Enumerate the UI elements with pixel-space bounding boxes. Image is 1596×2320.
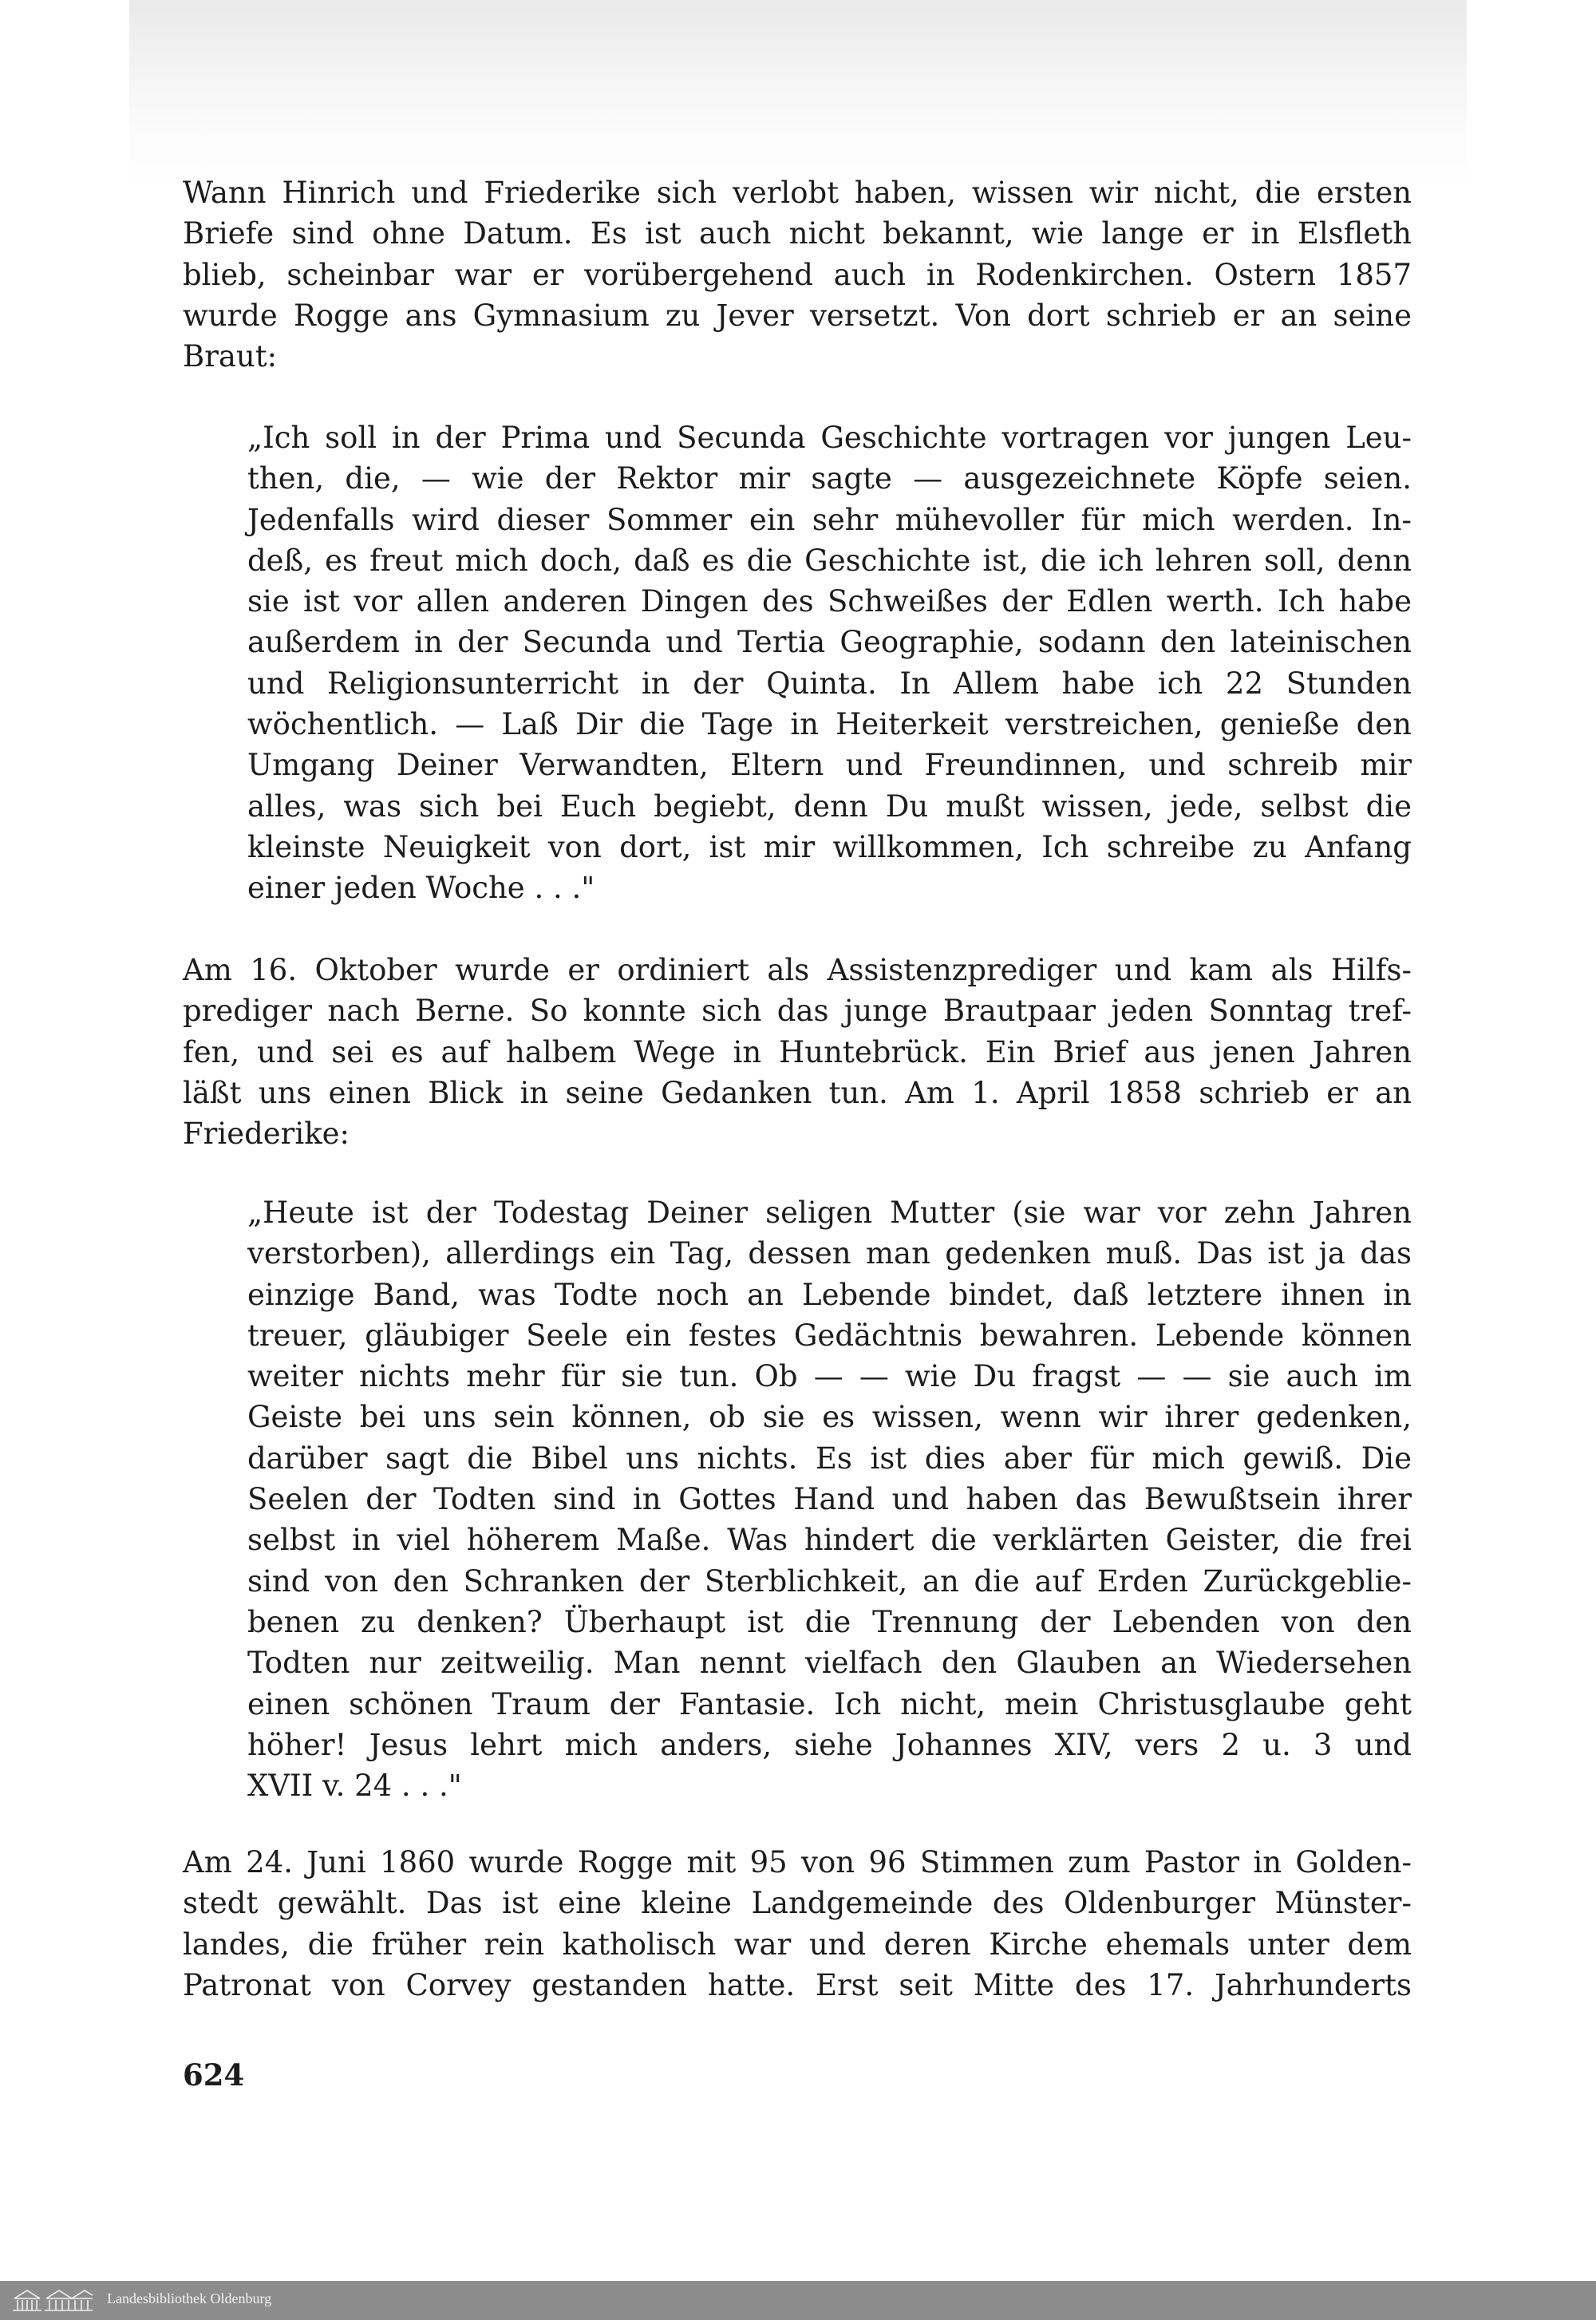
text-line: Todten nur zeitweilig. Man nennt vielfach den Glauben an Wiedersehen xyxy=(247,1646,1412,1681)
text-line: sie ist vor allen anderen Dingen des Schweißes der Edlen werth. Ich habe xyxy=(247,584,1412,619)
library-building-icon xyxy=(11,2287,94,2314)
text-line: treuer, gläubiger Seele ein festes Gedächtnis bewahren. Lebende können xyxy=(247,1318,1412,1353)
text-line: außerdem in der Secunda und Tertia Geographie, sodann den lateinischen xyxy=(247,625,1412,660)
paragraph-1 xyxy=(183,172,1412,377)
text-line: benen zu denken? Überhaupt ist die Trennung der Lebenden von den xyxy=(247,1604,1412,1639)
text-line: alles, was sich bei Euch begiebt, denn Du mußt wissen, jede, selbst die xyxy=(247,788,1412,824)
text-line: Braut: xyxy=(183,339,278,374)
text-line: kleinste Neuigkeit von dort, ist mir willkommen, Ich schreibe zu Anfang xyxy=(247,829,1412,864)
text-line: und Religionsunterricht in der Quinta. In Allem habe ich 22 Stunden xyxy=(247,666,1412,701)
text-line: einer jeden Woche . . ." xyxy=(247,871,595,906)
text-line: Am 24. Juni 1860 wurde Rogge mit 95 von 96 Stimmen zum Pastor in Golden- xyxy=(183,1845,1412,1879)
text-line: Am 16. Oktober wurde er ordiniert als Assistenzprediger und kam als Hilfs- xyxy=(183,953,1412,987)
text-line: Patronat von Corvey gestanden hatte. Erst seit Mitte des 17. Jahrhunderts xyxy=(183,1967,1412,2002)
text-line: XVII v. 24 . . ." xyxy=(247,1769,462,1804)
text-line: Jedenfalls wird dieser Sommer ein sehr mühevoller für mich werden. In- xyxy=(247,502,1412,537)
text-line: darüber sagt die Bibel uns nichts. Es ist dies aber für mich gewiß. Die xyxy=(247,1441,1412,1476)
text-line: einen schönen Traum der Fantasie. Ich nicht, mein Christusglaube geht xyxy=(247,1686,1412,1721)
text-line: selbst in viel höherem Maße. Was hindert die verklärten Geister, die frei xyxy=(247,1523,1412,1558)
library-name: Landesbibliothek Oldenburg xyxy=(107,2290,272,2306)
text-line: blieb, scheinbar war er vorübergehend auch in Rodenkirchen. Ostern 1857 xyxy=(183,257,1412,292)
text-line: prediger nach Berne. So konnte sich das junge Brautpaar jeden Sonntag tref- xyxy=(183,994,1412,1029)
text-line: „Heute ist der Todestag Deiner seligen Mutter (sie war vor zehn Jahren xyxy=(247,1196,1412,1230)
scan-margin xyxy=(0,0,129,2281)
text-line: einzige Band, was Todte noch an Lebende bindet, daß letztere ihnen in xyxy=(247,1277,1412,1312)
text-line: weiter nichts mehr für sie tun. Ob — — wie Du fragst — — sie auch im xyxy=(247,1359,1412,1394)
text-line: stedt gewählt. Das ist eine kleine Landgemeinde des Oldenburger Münster- xyxy=(183,1886,1412,1921)
text-line: Wann Hinrich und Friederike sich verlobt haben, wissen wir nicht, die ersten xyxy=(183,176,1412,210)
text-line: wöchentlich. — Laß Dir die Tage in Heiterkeit verstreichen, genieße den xyxy=(247,707,1412,742)
text-line: verstorben), allerdings ein Tag, dessen man gedenken muß. Das ist ja das xyxy=(247,1236,1412,1271)
library-footer-bar xyxy=(0,2281,1596,2320)
text-line: läßt uns einen Blick in seine Gedanken tun. Am 1. April 1858 schrieb er an xyxy=(183,1075,1412,1110)
text-line: deß, es freut mich doch, daß es die Geschichte ist, die ich lehren soll, denn xyxy=(247,543,1412,578)
text-line: Umgang Deiner Verwandten, Eltern und Freundinnen, und schreib mir xyxy=(247,748,1412,783)
text-line: then, die, — wie der Rektor mir sagte — ausgezeichnete Köpfe seien. xyxy=(247,461,1412,496)
text-line: Briefe sind ohne Datum. Es ist auch nicht bekannt, wie lange er in Elsfleth xyxy=(183,216,1412,251)
text-line: Friederike: xyxy=(183,1117,350,1152)
text-line: landes, die früher rein katholisch war und deren Kirche ehemals unter dem xyxy=(183,1927,1412,1962)
text-line: sind von den Schranken der Sterblichkeit, an die auf Erden Zurückgeblie- xyxy=(247,1563,1412,1599)
text-line: fen, und sei es auf halbem Wege in Huntebrück. Ein Brief aus jenen Jahren xyxy=(183,1034,1412,1069)
page-number: 624 xyxy=(183,2057,245,2093)
text-line: wurde Rogge ans Gymnasium zu Jever versetzt. Von dort schrieb er an seine xyxy=(183,298,1412,333)
text-line: höher! Jesus lehrt mich anders, siehe Johannes XIV, vers 2 u. 3 und xyxy=(247,1727,1412,1762)
text-line: „Ich soll in der Prima und Secunda Geschichte vortragen vor jungen Leu- xyxy=(247,421,1412,455)
paragraph-2 xyxy=(183,950,1412,1154)
text-line: Geiste bei uns sein können, ob sie es wissen, wenn wir ihrer gedenken, xyxy=(247,1400,1412,1435)
letter-quote-2 xyxy=(247,1192,1412,1806)
letter-quote-1 xyxy=(247,417,1412,909)
paragraph-3 xyxy=(183,1842,1412,2006)
text-line: Seelen der Todten sind in Gottes Hand und haben das Bewußtsein ihrer xyxy=(247,1482,1412,1517)
